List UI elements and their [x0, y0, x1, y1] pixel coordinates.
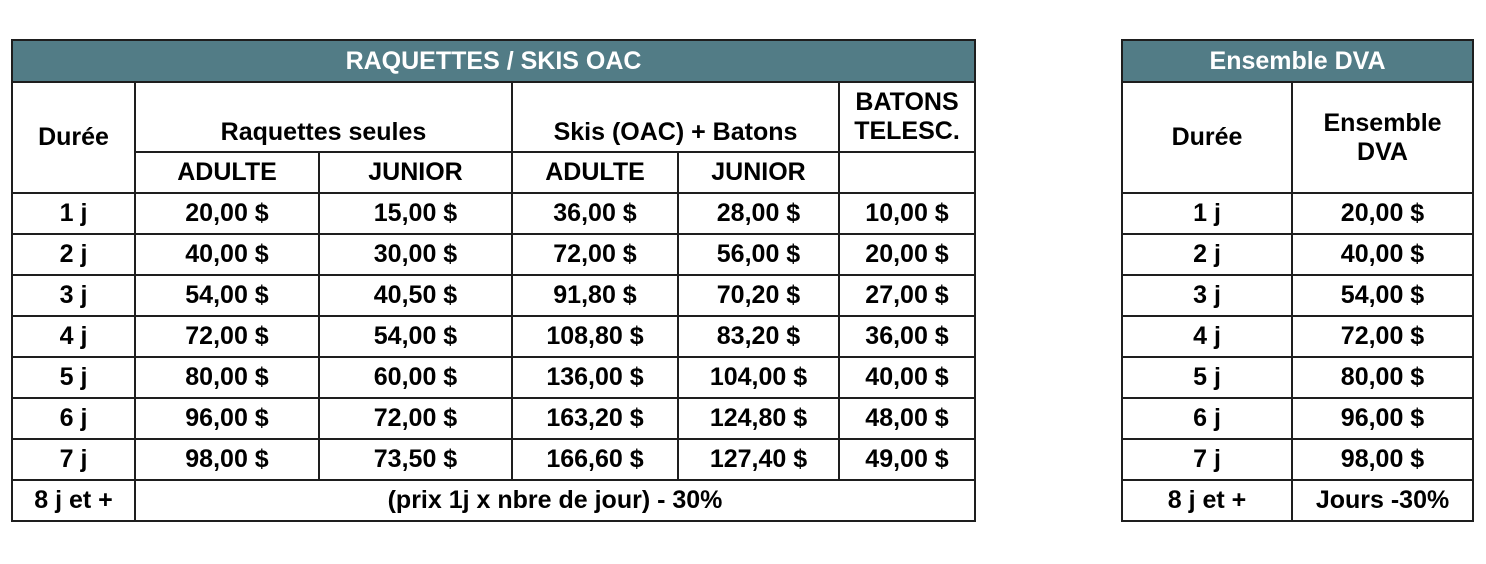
table-row — [12, 316, 975, 357]
price-cell: 40,00 $ — [135, 234, 319, 275]
price-cell: 20,00 $ — [135, 193, 319, 234]
price-cell: 20,00 $ — [839, 234, 975, 275]
price-cell: 54,00 $ — [135, 275, 319, 316]
price-cell: 80,00 $ — [135, 357, 319, 398]
dva-duree-cell: 1 j — [1122, 193, 1292, 234]
dva-footer-duree: 8 j et + — [1122, 480, 1292, 521]
price-cell: 54,00 $ — [319, 316, 512, 357]
price-cell: 163,20 $ — [512, 398, 678, 439]
price-cell: 73,50 $ — [319, 439, 512, 480]
subcol-raquettes-junior: JUNIOR — [319, 152, 512, 193]
table-row — [1122, 357, 1473, 398]
dva-duree-cell: 5 j — [1122, 357, 1292, 398]
price-cell: 70,20 $ — [678, 275, 839, 316]
ensemble-dva-price-table — [1121, 39, 1474, 522]
table-row — [12, 357, 975, 398]
table-row — [12, 275, 975, 316]
price-cell: 91,80 $ — [512, 275, 678, 316]
price-cell: 10,00 $ — [839, 193, 975, 234]
price-cell: 30,00 $ — [319, 234, 512, 275]
price-cell: 83,20 $ — [678, 316, 839, 357]
dva-price-cell: 96,00 $ — [1292, 398, 1473, 439]
price-cell: 166,60 $ — [512, 439, 678, 480]
price-cell: 36,00 $ — [512, 193, 678, 234]
footer-formula: (prix 1j x nbre de jour) - 30% — [135, 480, 975, 521]
dva-table-title: Ensemble DVA — [1122, 40, 1473, 82]
dva-duree-header: Durée — [1122, 82, 1292, 193]
table-row — [12, 398, 975, 439]
price-cell: 48,00 $ — [839, 398, 975, 439]
dva-price-cell: 54,00 $ — [1292, 275, 1473, 316]
dva-footer-price: Jours -30% — [1292, 480, 1473, 521]
dva-duree-cell: 7 j — [1122, 439, 1292, 480]
price-cell: 72,00 $ — [135, 316, 319, 357]
dva-duree-cell: 2 j — [1122, 234, 1292, 275]
price-cell: 49,00 $ — [839, 439, 975, 480]
duree-cell: 6 j — [12, 398, 135, 439]
dva-price-cell: 80,00 $ — [1292, 357, 1473, 398]
group-skis-header: Skis (OAC) + Batons — [512, 82, 839, 152]
duree-cell: 4 j — [12, 316, 135, 357]
price-cell: 40,50 $ — [319, 275, 512, 316]
table-row — [1122, 398, 1473, 439]
table-row — [1122, 275, 1473, 316]
price-cell: 72,00 $ — [319, 398, 512, 439]
dva-price-cell: 72,00 $ — [1292, 316, 1473, 357]
price-cell: 36,00 $ — [839, 316, 975, 357]
table-row — [1122, 439, 1473, 480]
dva-price-cell: 98,00 $ — [1292, 439, 1473, 480]
duree-cell: 1 j — [12, 193, 135, 234]
group-batons-header: BATONS TELESC. — [839, 82, 975, 152]
dva-col-header: Ensemble DVA — [1292, 82, 1473, 193]
dva-duree-cell: 4 j — [1122, 316, 1292, 357]
footer-duree: 8 j et + — [12, 480, 135, 521]
price-cell: 27,00 $ — [839, 275, 975, 316]
dva-duree-cell: 3 j — [1122, 275, 1292, 316]
table-row — [12, 193, 975, 234]
duree-header: Durée — [12, 82, 135, 193]
price-cell: 72,00 $ — [512, 234, 678, 275]
price-cell: 40,00 $ — [839, 357, 975, 398]
price-cell: 96,00 $ — [135, 398, 319, 439]
price-cell: 60,00 $ — [319, 357, 512, 398]
price-cell: 124,80 $ — [678, 398, 839, 439]
main-table-title: RAQUETTES / SKIS OAC — [12, 40, 975, 82]
table-row — [12, 234, 975, 275]
subcol-batons-empty — [839, 152, 975, 193]
raquettes-skis-price-table — [11, 39, 976, 522]
price-cell: 98,00 $ — [135, 439, 319, 480]
table-row — [1122, 193, 1473, 234]
dva-duree-cell: 6 j — [1122, 398, 1292, 439]
table-row — [12, 439, 975, 480]
duree-cell: 3 j — [12, 275, 135, 316]
price-cell: 108,80 $ — [512, 316, 678, 357]
duree-cell: 5 j — [12, 357, 135, 398]
duree-cell: 2 j — [12, 234, 135, 275]
price-cell: 136,00 $ — [512, 357, 678, 398]
table-row — [1122, 316, 1473, 357]
dva-price-cell: 40,00 $ — [1292, 234, 1473, 275]
dva-price-cell: 20,00 $ — [1292, 193, 1473, 234]
price-cell: 104,00 $ — [678, 357, 839, 398]
table-row — [1122, 234, 1473, 275]
subcol-skis-junior: JUNIOR — [678, 152, 839, 193]
price-cell: 28,00 $ — [678, 193, 839, 234]
duree-cell: 7 j — [12, 439, 135, 480]
price-cell: 56,00 $ — [678, 234, 839, 275]
subcol-raquettes-adulte: ADULTE — [135, 152, 319, 193]
group-raquettes-header: Raquettes seules — [135, 82, 512, 152]
subcol-skis-adulte: ADULTE — [512, 152, 678, 193]
price-cell: 15,00 $ — [319, 193, 512, 234]
price-cell: 127,40 $ — [678, 439, 839, 480]
